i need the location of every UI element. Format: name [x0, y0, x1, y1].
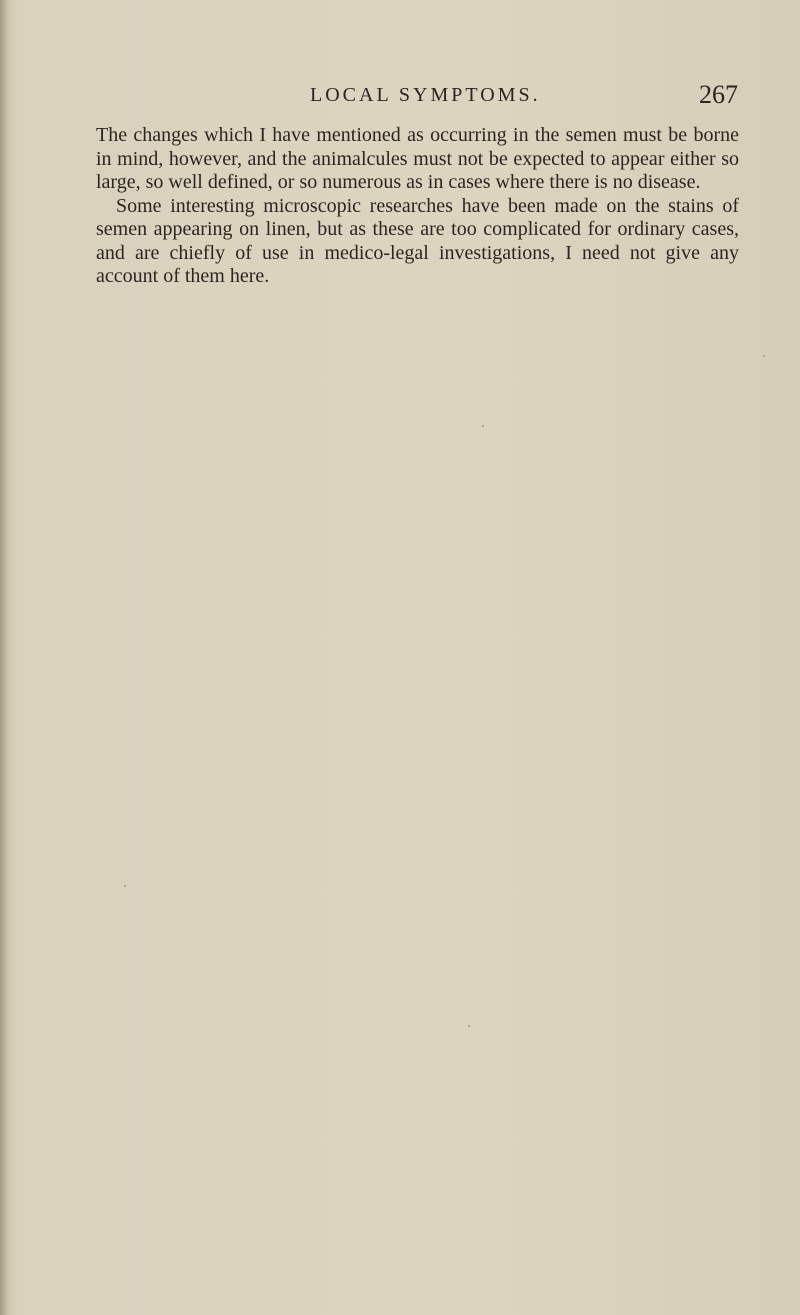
- paragraph: The changes which I have mentioned as occurring in the semen must be borne in mind, however, and the animalcules must not be expected to appear either so large, so well defined, or so numerous as in cases where there is no disease.: [96, 124, 739, 193]
- page-number: 267: [699, 80, 738, 109]
- paper-speck: [763, 355, 765, 357]
- body-text: [96, 124, 739, 289]
- paper-speck: [468, 1025, 470, 1027]
- paper-speck: [482, 425, 484, 427]
- running-head: [88, 80, 738, 110]
- paper-speck: [124, 885, 126, 887]
- running-head-title: LOCAL SYMPTOMS.: [310, 84, 541, 106]
- paragraph: Some interesting microscopic researches have been made on the stains of semen appearing on linen, but as these are too complicated for ordinary cases, and are chiefly of use in medico-legal investigations, I need not give any account of them here.: [96, 194, 739, 287]
